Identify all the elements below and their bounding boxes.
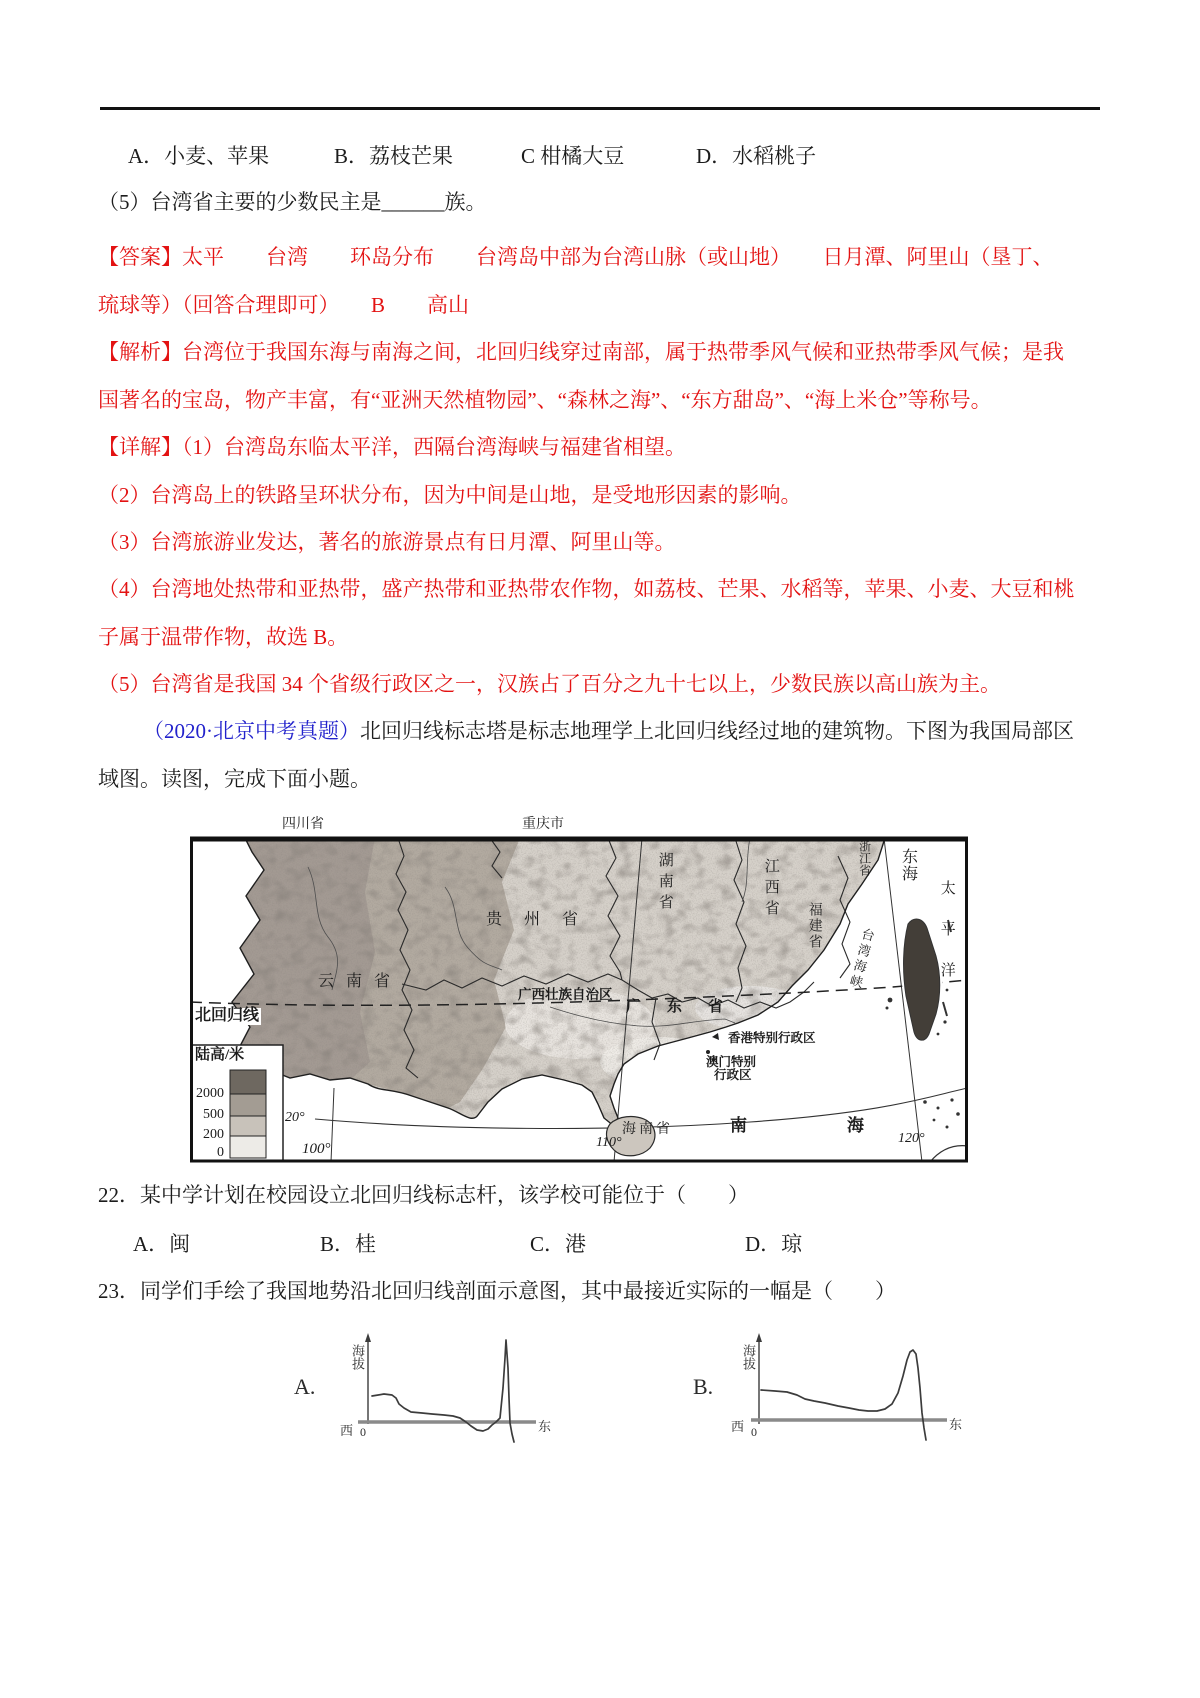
legend-value-200: 200 [203,1127,224,1142]
q22-option-d: D．琼 [745,1232,803,1256]
analysis-line: 国著名的宝岛，物产丰富，有“亚洲天然植物园”、“森林之海”、“东方甜岛”、“海上米仓”等称号。 [98,388,992,412]
intro-text-line2: 域图。读图，完成下面小题。 [98,767,371,791]
profile-a-geometry [280,1328,550,1458]
legend-value-500: 500 [203,1107,224,1122]
q22-option-a: A．闽 [133,1232,191,1256]
label-pacific-ocean: 太平洋 [938,880,955,1003]
label-jiangxi: 江西省 [762,858,779,921]
label-chongqing: 重庆市 [522,817,564,832]
profile-b-label: B. [693,1374,714,1399]
q22-option-b: B．桂 [320,1232,377,1256]
taiwan-island [904,919,940,1040]
option-d-crops: D．水稻桃子 [696,144,817,168]
detail-line: （4）台湾地处热带和亚热带，盛产热带和亚热带农作物，如荔枝、芒果、水稻等，苹果、小麦、大豆和桃 [98,577,1075,601]
profile-a-east: 东 [538,1419,552,1434]
profile-b-arrow [756,1333,762,1342]
label-lon-110: 110° [596,1135,622,1150]
option-a-crops: A．小麦、苹果 [128,144,270,168]
profile-b-ylabel: 海拔 [741,1344,756,1370]
label-east-sea: 东海 [902,849,945,883]
profile-b-east: 东 [949,1417,963,1432]
answer-line: 【答案】太平 台湾 环岛分布 台湾岛中部为台湾山脉（或山地） 日月潭、阿里山（垦丁、 [98,245,1054,269]
label-guangdong: 广东省 [626,999,750,1015]
question-22-text: 22．某中学计划在校园设立北回归线标志杆，该学校可能位于（ ） [98,1183,749,1207]
label-lon-100: 100° [302,1141,331,1157]
profile-a-line [372,1340,514,1442]
hongkong-marker [712,1033,719,1040]
page-top-rule [100,107,1100,110]
detail-line: 【详解】（1）台湾岛东临太平洋，西隔台湾海峡与福建省相望。 [98,435,686,459]
question-5-text: （5）台湾省主要的少数民主是______族。 [98,190,487,214]
label-zhejiang: 浙江省 [857,840,872,876]
label-guangxi: 广西壮族自治区 [518,987,613,1002]
profile-a-origin: 0 [360,1425,366,1439]
profile-a-ylabel: 海拔 [350,1344,365,1370]
profile-b-west: 西 [731,1419,745,1434]
legend-value-0: 0 [217,1145,224,1160]
label-hunan: 湖南省 [656,852,673,915]
label-tropic-of-cancer: 北回归线 [195,1007,260,1024]
region-map-figure [190,812,968,1164]
label-hongkong: 香港特别行政区 [728,1031,816,1045]
profile-b-origin: 0 [751,1425,757,1439]
label-lon-120: 120° [898,1131,925,1146]
label-fujian: 福建省 [806,902,822,950]
profile-chart-a [280,1328,550,1458]
profile-a-arrow [365,1333,371,1342]
label-macau-line2: 行政区 [714,1068,752,1082]
detail-line: （3）台湾旅游业发达，著名的旅游景点有日月潭、阿里山等。 [98,530,676,554]
legend-title: 陆高/米 [195,1047,245,1063]
question-23-text: 23．同学们手绘了我国地势沿北回归线剖面示意图，其中最接近实际的一幅是（ ） [98,1279,896,1303]
label-sichuan: 四川省 [282,817,324,832]
exam-source-tag: （2020·北京中考真题） [143,719,360,743]
macau-marker [706,1050,710,1054]
profile-a-label: A. [294,1374,316,1399]
detail-line: （5）台湾省是我国 34 个省级行政区之一，汉族占了百分之九十七以上，少数民族以高山族为主。 [98,672,1001,696]
answer-line: 琉球等）（回答合理即可） B 高山 [98,293,470,317]
detail-line: 子属于温带作物，故选 B。 [98,625,349,649]
profile-a-west: 西 [340,1423,354,1438]
label-taiwan-strait: 台湾海峡 [846,926,877,992]
legend-value-2000: 2000 [196,1086,224,1101]
label-macau-line1: 澳门特别 [706,1055,757,1069]
profile-b-line [761,1350,926,1440]
option-c-crops: C 柑橘大豆 [521,144,625,168]
option-b-crops: B．荔枝芒果 [334,144,454,168]
intro-text: 北回归线标志塔是标志地理学上北回归线经过地的建筑物。下图为我国局部区 [360,719,1074,743]
label-guizhou: 贵州省 [486,911,601,928]
q22-option-c: C．港 [530,1232,587,1256]
label-lat-20: 20° [285,1110,305,1125]
profile-chart-b [655,1328,965,1463]
label-south-sea: 南海 [730,1116,964,1135]
label-yunnan: 云南省 [318,973,403,990]
analysis-line: 【解析】台湾位于我国东海与南海之间，北回归线穿过南部，属于热带季风气候和亚热带季风气候；是我 [98,340,1064,364]
detail-line: （2）台湾岛上的铁路呈环状分布，因为中间是山地，是受地形因素的影响。 [98,483,802,507]
label-hainan: 海南省 [622,1122,673,1137]
question-intro [143,717,1074,745]
